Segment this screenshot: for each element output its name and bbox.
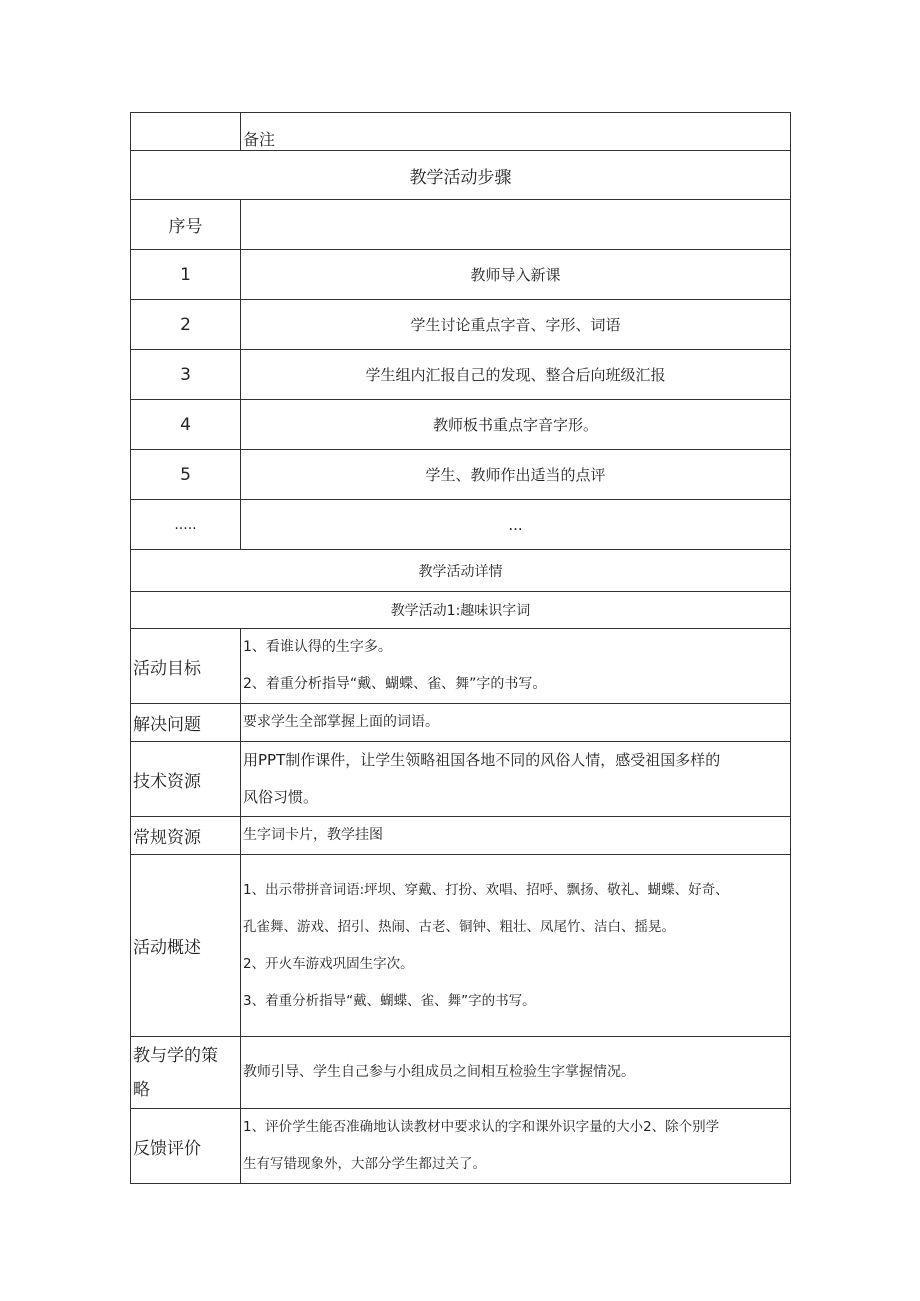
strategy-row (131, 1037, 791, 1109)
problem-row (131, 704, 791, 742)
feedback-line: 1、评价学生能否准确地认读教材中要求认的字和课外识字量的大小2、除个别学 (243, 1119, 720, 1135)
remarks-row (131, 113, 791, 151)
step-text: ... (241, 500, 791, 550)
activity-title: 教学活动1:趣味识字词 (131, 592, 791, 629)
step-row (131, 400, 791, 450)
steps-title: 教学活动步骤 (131, 151, 791, 200)
goal-content (241, 629, 791, 704)
normal-label: 常规资源 (131, 817, 241, 855)
step-text: 教师板书重点字音字形。 (241, 400, 791, 450)
overview-line: 孔雀舞、游戏、招引、热闹、古老、铜钟、粗壮、凤尾竹、洁白、摇晃。 (243, 918, 675, 935)
overview-content (241, 855, 791, 1037)
step-row (131, 250, 791, 300)
tech-line: 风俗习惯。 (243, 788, 319, 806)
strategy-label (131, 1037, 241, 1109)
tech-line: 用PPT制作课件，让学生领略祖国各地不同的风俗人情，感受祖国多样的 (243, 751, 721, 769)
steps-title-row (131, 151, 791, 200)
remarks-label: 备注 (241, 113, 791, 151)
problem-label: 解决问题 (131, 704, 241, 742)
seq-header: 序号 (131, 200, 241, 250)
tech-label: 技术资源 (131, 742, 241, 817)
step-row (131, 300, 791, 350)
goal-line: 1、看谁认得的生字多。 (243, 639, 392, 655)
normal-text: 生字词卡片，教学挂图 (241, 817, 791, 855)
problem-text: 要求学生全部掌握上面的词语。 (241, 704, 791, 742)
step-number: 5 (131, 450, 241, 500)
details-title-row (131, 550, 791, 592)
tech-content (241, 742, 791, 817)
strategy-label-line: 教与学的策 (133, 1045, 218, 1066)
step-number: ..... (131, 500, 241, 550)
feedback-label: 反馈评价 (131, 1109, 241, 1184)
step-number: 3 (131, 350, 241, 400)
feedback-row (131, 1109, 791, 1184)
step-row (131, 500, 791, 550)
activity-title-row (131, 592, 791, 629)
strategy-label-line: 略 (133, 1079, 150, 1100)
remarks-empty-cell (131, 113, 241, 151)
step-number: 1 (131, 250, 241, 300)
overview-line: 1、出示带拼音词语:坪坝、穿戴、打扮、欢唱、招呼、飘扬、敬礼、蝴蝶、好奇、 (243, 881, 729, 898)
step-row (131, 350, 791, 400)
overview-line: 3、着重分析指导“戴、蝴蝶、雀、舞”字的书写。 (243, 992, 536, 1009)
step-text: 学生、教师作出适当的点评 (241, 450, 791, 500)
lesson-plan-table (130, 112, 791, 1184)
overview-line: 2、开火车游戏巩固生字次。 (243, 955, 414, 972)
step-number: 4 (131, 400, 241, 450)
seq-header-empty (241, 200, 791, 250)
strategy-text: 教师引导、学生自己参与小组成员之间相互检验生字掌握情况。 (241, 1037, 791, 1109)
seq-header-row (131, 200, 791, 250)
step-text: 学生组内汇报自己的发现、整合后向班级汇报 (241, 350, 791, 400)
overview-label: 活动概述 (131, 855, 241, 1037)
feedback-content (241, 1109, 791, 1184)
step-row (131, 450, 791, 500)
goal-line: 2、着重分析指导“戴、蝴蝶、雀、舞”字的书写。 (243, 676, 547, 692)
details-title: 教学活动详情 (131, 550, 791, 592)
tech-row (131, 742, 791, 817)
lesson-plan-table-wrapper (130, 112, 790, 1184)
step-text: 学生讨论重点字音、字形、词语 (241, 300, 791, 350)
overview-row (131, 855, 791, 1037)
step-text: 教师导入新课 (241, 250, 791, 300)
goal-row (131, 629, 791, 704)
feedback-line: 生有写错现象外，大部分学生都过关了。 (243, 1156, 486, 1172)
step-number: 2 (131, 300, 241, 350)
normal-row (131, 817, 791, 855)
goal-label: 活动目标 (131, 629, 241, 704)
